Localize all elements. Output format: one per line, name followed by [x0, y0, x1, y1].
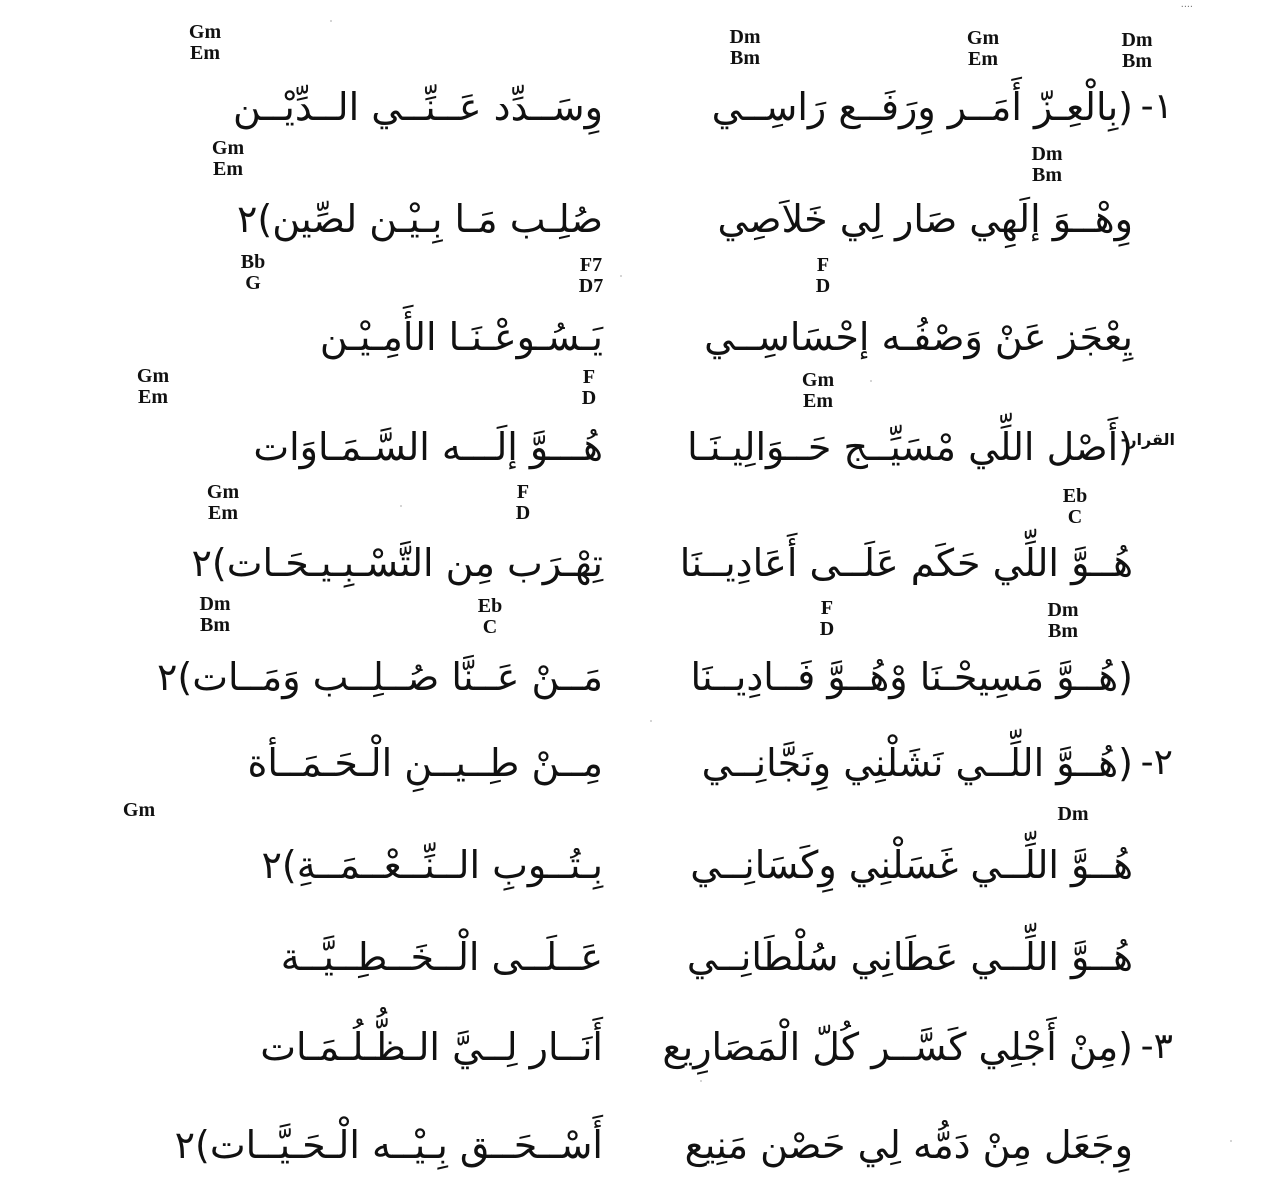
header-scrap-text: ....	[1180, 0, 1193, 10]
chord-l5-2: F D	[515, 481, 531, 524]
scan-speck	[400, 505, 402, 507]
scan-speck	[870, 380, 872, 382]
chord-l8-1: Gm	[122, 799, 156, 821]
chord-l2-2: Dm Bm	[1031, 143, 1063, 186]
lyric-left-1: وِسَــدِّد عَــنِّــي الــدِّيْــن	[233, 85, 603, 129]
chord-l2-1: Gm Em	[211, 137, 245, 180]
verse-number-3: ٣-	[1140, 1026, 1173, 1067]
chord-l4-3: Gm Em	[801, 369, 835, 412]
lyric-right-9: هُــوَّ اللِّــي عَطَانِي سُلْطَانِــي	[686, 935, 1133, 979]
lyric-left-2: صُلِـب مَـا بِـيْـن لصِّين)٢	[236, 197, 603, 241]
lyric-left-5: تِهْـرَب مِن التَّسْـبِـيـحَـات)٢	[191, 541, 603, 585]
chord-l6-1: Dm Bm	[199, 593, 231, 636]
lyric-left-11: أَسْــحَــق بِـيْــه الْـحَـيَّــات)٢	[174, 1123, 603, 1167]
scan-speck	[650, 720, 652, 722]
lyric-right-11: وِجَعَل مِنْ دَمُّه لِي حَصْن مَنِيع	[684, 1123, 1133, 1167]
chord-l8-2: Dm	[1057, 803, 1089, 825]
chord-l3-3: F D	[815, 254, 831, 297]
lyric-left-6: مَــنْ عَــنَّا صُــلِــب وَمَــات)٢	[156, 655, 603, 699]
verse-number-2: ٢-	[1140, 742, 1173, 783]
chord-l6-2: Eb C	[477, 595, 503, 638]
lyric-left-3: يَـسُـوعْـنَـا الأَمِـيْـن	[319, 315, 603, 359]
lyric-right-5: هُــوَّ اللِّي حَكَم عَلَــى أَعَادِيــنَا	[679, 541, 1133, 585]
scan-speck	[330, 20, 332, 22]
scan-speck	[1230, 1140, 1232, 1142]
chord-l4-1: Gm Em	[136, 365, 170, 408]
chord-l5-1: Gm Em	[206, 481, 240, 524]
lyric-left-8: بِـتُــوبِ الــنِّــعْــمَــةِ)٢	[261, 843, 603, 887]
lyric-right-8: هُــوَّ اللِّــي غَسَلْنِي وِكَسَانِــي	[690, 843, 1133, 887]
scan-speck	[620, 275, 622, 277]
chord-l3-2: F7 D7	[578, 254, 604, 297]
chord-l1-2: Dm Bm	[729, 26, 761, 69]
chord-l5-3: Eb C	[1062, 485, 1088, 528]
chord-l1-1: Gm Em	[188, 21, 222, 64]
chord-l6-3: F D	[819, 597, 835, 640]
lyric-left-7: مِــنْ طِــيــنِ الْـحَـمَــأة	[247, 741, 603, 785]
lyric-right-3: يِعْجَز عَنْ وَصْفُـه إحْسَاسِــي	[704, 315, 1133, 359]
scan-speck	[700, 1080, 702, 1082]
lyric-left-4: هُـــوَّ إلَـــه السَّـمَـاوَات	[253, 425, 603, 469]
chord-l1-3: Gm Em	[966, 27, 1000, 70]
chord-l4-2: F D	[581, 366, 597, 409]
lyric-left-9: عَــلَــى الْــخَــطِــيَّــة	[280, 935, 603, 979]
lyric-right-7: (هُــوَّ اللِّــي نَشَلْنِي وِنَجَّانِــي	[701, 741, 1133, 785]
verse-number-1: ١-	[1140, 86, 1173, 127]
chord-l1-4: Dm Bm	[1121, 29, 1153, 72]
lyric-right-1: (بِالْعِـزّ أَمَــر وِرَفَــع رَاسِــي	[711, 85, 1133, 129]
lyric-left-10: أَنَــار لِــيَّ الـظُّـلُـمَـات	[260, 1025, 603, 1069]
lyric-right-10: (مِنْ أَجْلِي كَسَّــر كُلّ الْمَصَارِيع	[662, 1025, 1133, 1069]
lyric-right-2: وِهْــوَ إلَهِي صَار لِي خَلاَصِي	[717, 197, 1133, 241]
lyric-right-6: (هُــوَّ مَسِيحْـنَا وْهُــوَّ فَــادِيــنَا	[690, 655, 1133, 699]
refrain-label: القرار-	[1120, 430, 1175, 449]
chord-l3-1: Bb G	[240, 251, 266, 294]
chord-l6-4: Dm Bm	[1047, 599, 1079, 642]
lyric-right-4: (أَصْل اللِّي مْسَيِّــج حَــوَالِيـنَـا	[687, 425, 1133, 469]
